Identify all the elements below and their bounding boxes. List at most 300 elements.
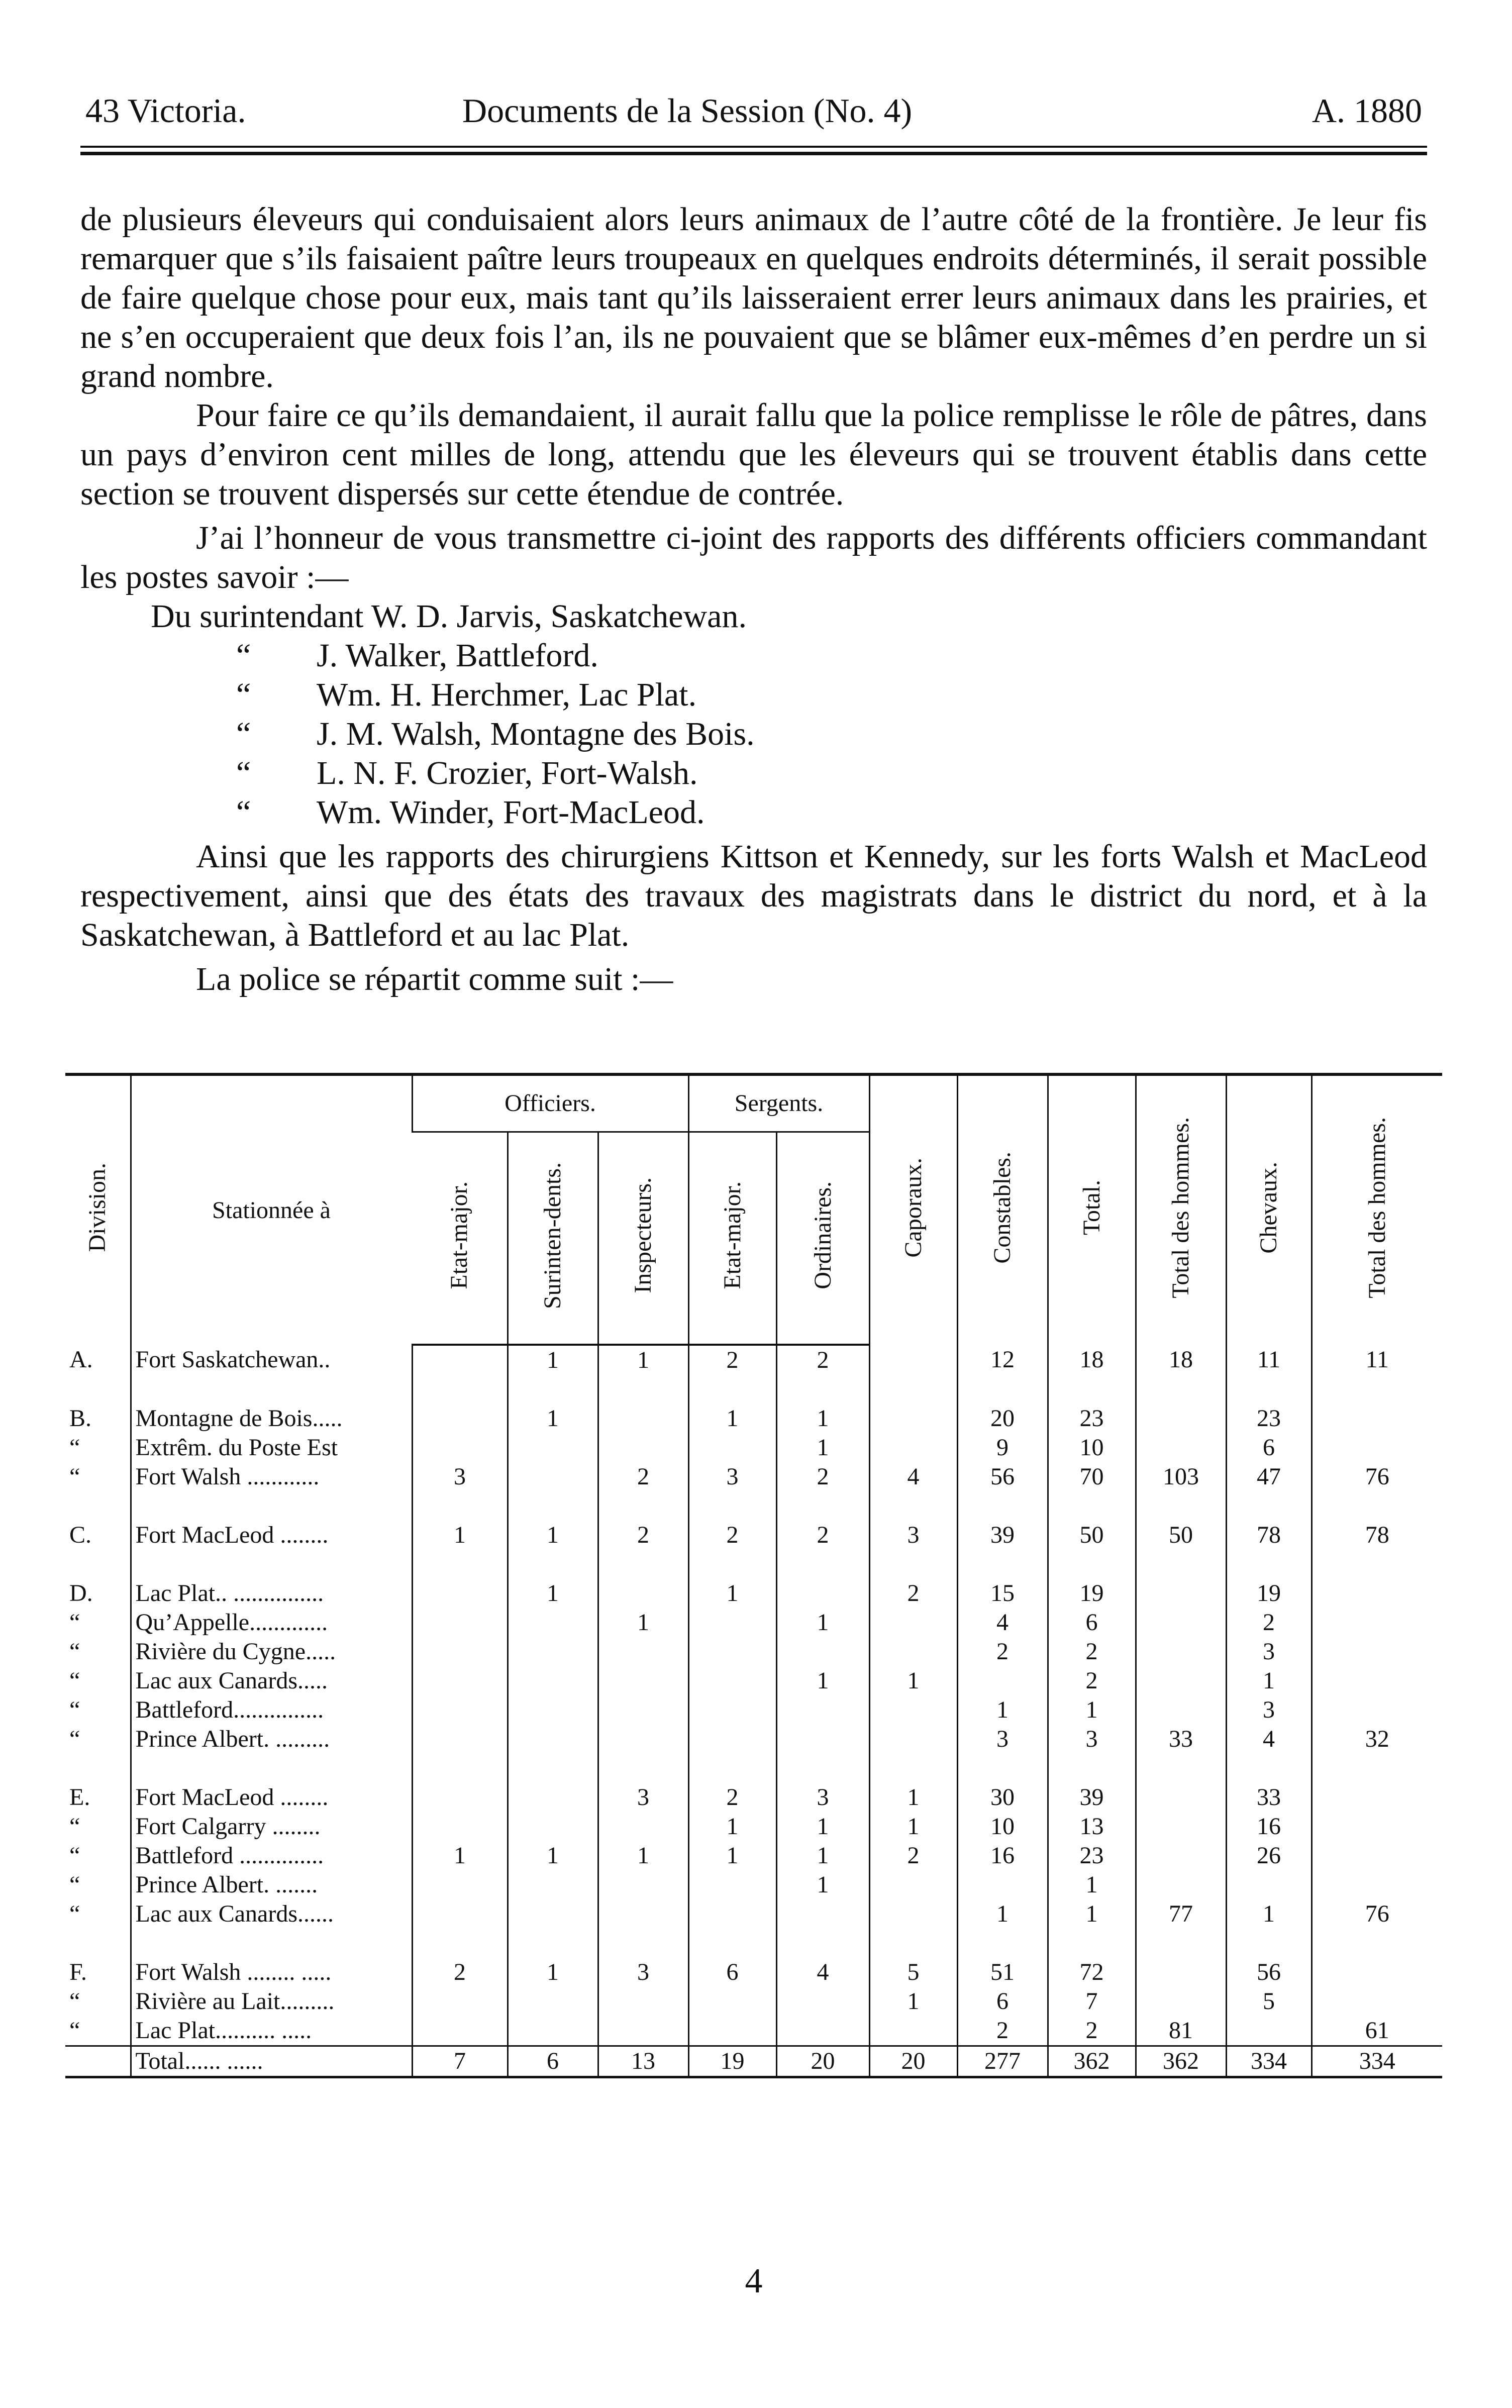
cell-division xyxy=(65,2046,131,2077)
cell-chev: 16 xyxy=(1226,1812,1312,1841)
table-row xyxy=(65,1608,1442,1637)
cell-tc xyxy=(1312,1608,1442,1637)
header-year: A. 1880 xyxy=(1312,91,1422,130)
cell-tc xyxy=(1312,1987,1442,2016)
col-etat-major-sergents: Etat-major. xyxy=(688,1132,776,1345)
cell-ord xyxy=(776,2016,869,2046)
cell-cap: 3 xyxy=(869,1521,957,1550)
cell-station: Rivière du Cygne..... xyxy=(131,1637,412,1666)
cell-total: 19 xyxy=(1048,1579,1136,1608)
table-row xyxy=(65,1462,1442,1491)
cell-division: “ xyxy=(69,1726,80,1752)
total-sur: 6 xyxy=(508,2046,598,2077)
cell-sur xyxy=(508,1608,598,1637)
cell-const: 39 xyxy=(957,1521,1048,1550)
cell-ord xyxy=(776,1725,869,1754)
cell-chev: 2 xyxy=(1226,1608,1312,1637)
cell-division: “ xyxy=(69,1434,80,1461)
cell-cap xyxy=(869,1345,957,1375)
table-row xyxy=(65,1637,1442,1666)
cell-sem: 1 xyxy=(688,1812,776,1841)
officer-list-item xyxy=(80,754,1427,793)
cell-sur: 1 xyxy=(508,1579,598,1608)
officer-list-item xyxy=(80,675,1427,715)
cell-const: 12 xyxy=(957,1345,1048,1375)
cell-em xyxy=(412,1987,508,2016)
total-sem: 19 xyxy=(688,2046,776,2077)
cell-const: 2 xyxy=(957,1637,1048,1666)
col-total-hommes: Total des hommes. xyxy=(1136,1074,1226,1345)
cell-th xyxy=(1136,1637,1226,1666)
officer-name: Wm. H. Herchmer, Lac Plat. xyxy=(317,676,697,713)
cell-chev: 5 xyxy=(1226,1987,1312,2016)
cell-ord: 1 xyxy=(776,1841,869,1870)
cell-tc xyxy=(1312,1579,1442,1608)
cell-sur xyxy=(508,1870,598,1899)
cell-chev: 19 xyxy=(1226,1579,1312,1608)
cell-total: 2 xyxy=(1048,1666,1136,1695)
cell-th xyxy=(1136,1433,1226,1462)
cell-insp xyxy=(598,1899,688,1929)
total-insp: 13 xyxy=(598,2046,688,2077)
table-row xyxy=(65,2016,1442,2046)
cell-division: “ xyxy=(69,1696,80,1723)
cell-sur: 1 xyxy=(508,1841,598,1870)
cell-insp xyxy=(598,1404,688,1433)
cell-sem xyxy=(688,1725,776,1754)
cell-sur: 1 xyxy=(508,1345,598,1375)
cell-cap: 1 xyxy=(869,1812,957,1841)
cell-th: 18 xyxy=(1136,1345,1226,1375)
officer-list-item xyxy=(80,636,1427,675)
cell-th xyxy=(1136,1404,1226,1433)
cell-sem xyxy=(688,1433,776,1462)
table-row xyxy=(65,1521,1442,1550)
cell-const: 15 xyxy=(957,1579,1048,1608)
cell-insp: 3 xyxy=(598,1783,688,1812)
body-text xyxy=(80,200,1427,999)
cell-total: 50 xyxy=(1048,1521,1136,1550)
cell-cap xyxy=(869,1725,957,1754)
cell-insp xyxy=(598,1725,688,1754)
cell-chev: 23 xyxy=(1226,1404,1312,1433)
cell-em xyxy=(412,1433,508,1462)
cell-station: Fort Walsh ............ xyxy=(131,1462,412,1491)
cell-tc: 76 xyxy=(1312,1899,1442,1929)
cell-insp xyxy=(598,1987,688,2016)
cell-insp: 2 xyxy=(598,1521,688,1550)
cell-sur xyxy=(508,1812,598,1841)
cell-chev: 47 xyxy=(1226,1462,1312,1491)
cell-th xyxy=(1136,1666,1226,1695)
cell-station: Fort Saskatchewan.. xyxy=(131,1345,412,1375)
total-cap: 20 xyxy=(869,2046,957,2077)
cell-sur xyxy=(508,1666,598,1695)
ditto-mark: “ xyxy=(236,755,251,791)
police-distribution-table xyxy=(65,1073,1442,2078)
cell-sur xyxy=(508,1637,598,1666)
table-row xyxy=(65,1958,1442,1987)
running-header xyxy=(80,88,1427,133)
row-spacer xyxy=(65,1491,1442,1521)
cell-sem xyxy=(688,1666,776,1695)
cell-sem xyxy=(688,1899,776,1929)
cell-tc: 32 xyxy=(1312,1725,1442,1754)
cell-insp: 2 xyxy=(598,1462,688,1491)
cell-station: Rivière au Lait......... xyxy=(131,1987,412,2016)
cell-th: 81 xyxy=(1136,2016,1226,2046)
cell-const: 56 xyxy=(957,1462,1048,1491)
cell-ord: 1 xyxy=(776,1870,869,1899)
cell-th: 77 xyxy=(1136,1899,1226,1929)
cell-station: Prince Albert. ....... xyxy=(131,1870,412,1899)
cell-chev: 1 xyxy=(1226,1666,1312,1695)
cell-insp xyxy=(598,1870,688,1899)
cell-ord xyxy=(776,1579,869,1608)
cell-sur xyxy=(508,1899,598,1929)
total-em: 7 xyxy=(412,2046,508,2077)
cell-chev xyxy=(1226,2016,1312,2046)
ditto-mark: “ xyxy=(236,794,251,831)
cell-insp: 1 xyxy=(598,1345,688,1375)
cell-tc xyxy=(1312,1404,1442,1433)
cell-chev: 11 xyxy=(1226,1345,1312,1375)
cell-total: 7 xyxy=(1048,1987,1136,2016)
cell-tc xyxy=(1312,1666,1442,1695)
cell-const: 20 xyxy=(957,1404,1048,1433)
total-tc: 334 xyxy=(1312,2046,1442,2077)
cell-em: 3 xyxy=(412,1462,508,1491)
cell-chev: 3 xyxy=(1226,1695,1312,1725)
table-row xyxy=(65,1783,1442,1812)
table-body xyxy=(65,1345,1442,2077)
cell-total: 1 xyxy=(1048,1695,1136,1725)
cell-th xyxy=(1136,1579,1226,1608)
cell-ord: 2 xyxy=(776,1345,869,1375)
cell-chev: 33 xyxy=(1226,1783,1312,1812)
officer-name: J. M. Walsh, Montagne des Bois. xyxy=(317,716,755,752)
cell-tc xyxy=(1312,1433,1442,1462)
col-station: Stationnée à xyxy=(131,1074,412,1345)
cell-const: 51 xyxy=(957,1958,1048,1987)
cell-const: 3 xyxy=(957,1725,1048,1754)
cell-cap: 2 xyxy=(869,1579,957,1608)
cell-station: Montagne de Bois..... xyxy=(131,1404,412,1433)
cell-sem: 1 xyxy=(688,1841,776,1870)
cell-sur xyxy=(508,1433,598,1462)
cell-chev: 3 xyxy=(1226,1637,1312,1666)
cell-station: Fort Calgarry ........ xyxy=(131,1812,412,1841)
cell-th xyxy=(1136,1783,1226,1812)
cell-cap: 4 xyxy=(869,1462,957,1491)
cell-total: 13 xyxy=(1048,1812,1136,1841)
header-rule-thick xyxy=(80,152,1427,155)
cell-division: E. xyxy=(69,1784,90,1811)
cell-em xyxy=(412,1345,508,1375)
cell-const: 30 xyxy=(957,1783,1048,1812)
cell-ord: 1 xyxy=(776,1812,869,1841)
col-total: Total. xyxy=(1048,1074,1136,1345)
cell-insp xyxy=(598,1579,688,1608)
table-row xyxy=(65,1404,1442,1433)
col-caporaux: Caporaux. xyxy=(869,1074,957,1345)
col-etat-major-officiers: Etat-major. xyxy=(412,1132,508,1345)
cell-sem xyxy=(688,1870,776,1899)
ditto-mark: “ xyxy=(236,637,251,674)
total-chev: 334 xyxy=(1226,2046,1312,2077)
cell-chev: 78 xyxy=(1226,1521,1312,1550)
cell-division: D. xyxy=(69,1580,93,1607)
cell-chev: 56 xyxy=(1226,1958,1312,1987)
table-row xyxy=(65,1433,1442,1462)
ditto-mark: “ xyxy=(236,716,251,752)
row-spacer xyxy=(65,1375,1442,1404)
cell-const: 6 xyxy=(957,1987,1048,2016)
row-spacer xyxy=(65,1929,1442,1958)
cell-division: “ xyxy=(69,1842,80,1869)
cell-em xyxy=(412,1899,508,1929)
officer-list-item xyxy=(80,793,1427,832)
cell-chev: 6 xyxy=(1226,1433,1312,1462)
cell-insp: 1 xyxy=(598,1841,688,1870)
cell-sem: 1 xyxy=(688,1404,776,1433)
cell-ord: 2 xyxy=(776,1521,869,1550)
table-row xyxy=(65,1870,1442,1899)
cell-station: Battleford............... xyxy=(131,1695,412,1725)
cell-cap: 1 xyxy=(869,1666,957,1695)
cell-cap xyxy=(869,1899,957,1929)
cell-tc: 76 xyxy=(1312,1462,1442,1491)
cell-tc xyxy=(1312,1841,1442,1870)
cell-division: A. xyxy=(69,1346,93,1373)
cell-th xyxy=(1136,1608,1226,1637)
cell-station: Lac Plat.. ............... xyxy=(131,1579,412,1608)
cell-division: “ xyxy=(69,1813,80,1840)
cell-em xyxy=(412,1579,508,1608)
cell-ord: 1 xyxy=(776,1433,869,1462)
cell-station: Lac aux Canards..... xyxy=(131,1666,412,1695)
cell-ord xyxy=(776,1637,869,1666)
total-label: Total...... ...... xyxy=(131,2046,412,2077)
cell-total: 3 xyxy=(1048,1725,1136,1754)
table-row xyxy=(65,1987,1442,2016)
cell-division: “ xyxy=(69,1463,80,1490)
cell-tc xyxy=(1312,1870,1442,1899)
table-row xyxy=(65,1666,1442,1695)
cell-station: Prince Albert. ......... xyxy=(131,1725,412,1754)
cell-cap: 1 xyxy=(869,1987,957,2016)
cell-ord: 1 xyxy=(776,1666,869,1695)
cell-station: Battleford .............. xyxy=(131,1841,412,1870)
cell-station: Lac Plat.......... ..... xyxy=(131,2016,412,2046)
cell-em: 1 xyxy=(412,1841,508,1870)
col-constables: Constables. xyxy=(957,1074,1048,1345)
cell-division: “ xyxy=(69,1609,80,1636)
cell-th xyxy=(1136,1695,1226,1725)
paragraph: Pour faire ce qu’ils demandaient, il aurait fallu que la police remplisse le rôle de pâtres, dans un pays d’environ cent milles de long, attendu que les éleveurs qui se trouvent établis dans cette section se trouvent dispersés sur cette étendue de contrée. xyxy=(80,397,1427,512)
cell-sem: 2 xyxy=(688,1345,776,1375)
cell-sur xyxy=(508,2016,598,2046)
cell-sem xyxy=(688,1987,776,2016)
cell-total: 70 xyxy=(1048,1462,1136,1491)
cell-th: 50 xyxy=(1136,1521,1226,1550)
cell-division: “ xyxy=(69,2017,80,2044)
cell-cap xyxy=(869,1695,957,1725)
cell-sem xyxy=(688,1637,776,1666)
cell-station: Fort MacLeod ........ xyxy=(131,1783,412,1812)
cell-chev: 26 xyxy=(1226,1841,1312,1870)
officer-list-item xyxy=(80,715,1427,754)
cell-em xyxy=(412,1725,508,1754)
cell-sur xyxy=(508,1987,598,2016)
table-row xyxy=(65,1695,1442,1725)
header-volume: 43 Victoria. xyxy=(85,91,246,130)
cell-const xyxy=(957,1666,1048,1695)
cell-th: 103 xyxy=(1136,1462,1226,1491)
cell-sur: 1 xyxy=(508,1404,598,1433)
cell-cap: 1 xyxy=(869,1783,957,1812)
total-total: 362 xyxy=(1048,2046,1136,2077)
cell-total: 72 xyxy=(1048,1958,1136,1987)
cell-total: 2 xyxy=(1048,2016,1136,2046)
cell-total: 10 xyxy=(1048,1433,1136,1462)
cell-cap xyxy=(869,1870,957,1899)
cell-ord xyxy=(776,1899,869,1929)
cell-insp: 1 xyxy=(598,1608,688,1637)
cell-em xyxy=(412,1695,508,1725)
cell-sur xyxy=(508,1695,598,1725)
cell-em xyxy=(412,1608,508,1637)
cell-tc: 61 xyxy=(1312,2016,1442,2046)
page-number: 4 xyxy=(745,2262,763,2300)
cell-ord xyxy=(776,1695,869,1725)
cell-total: 18 xyxy=(1048,1345,1136,1375)
cell-chev xyxy=(1226,1870,1312,1899)
table-row xyxy=(65,1899,1442,1929)
cell-em xyxy=(412,1812,508,1841)
cell-sur xyxy=(508,1462,598,1491)
header-rule-thin xyxy=(80,146,1427,148)
officer-name: Wm. Winder, Fort-MacLeod. xyxy=(317,794,705,831)
cell-division: C. xyxy=(69,1522,92,1548)
cell-station: Fort MacLeod ........ xyxy=(131,1521,412,1550)
cell-sem: 2 xyxy=(688,1521,776,1550)
cell-total: 23 xyxy=(1048,1404,1136,1433)
cell-tc: 11 xyxy=(1312,1345,1442,1375)
row-spacer xyxy=(65,1754,1442,1783)
cell-th xyxy=(1136,1958,1226,1987)
cell-sem: 1 xyxy=(688,1579,776,1608)
table-row xyxy=(65,1841,1442,1870)
cell-sem: 6 xyxy=(688,1958,776,1987)
paragraph: J’ai l’honneur de vous transmettre ci-joint des rapports des différents officiers commandant les postes savoir :— xyxy=(80,520,1427,595)
cell-em xyxy=(412,2016,508,2046)
cell-sem: 3 xyxy=(688,1462,776,1491)
cell-ord: 1 xyxy=(776,1608,869,1637)
cell-const: 1 xyxy=(957,1695,1048,1725)
cell-sur: 1 xyxy=(508,1521,598,1550)
cell-const: 4 xyxy=(957,1608,1048,1637)
cell-cap xyxy=(869,1404,957,1433)
cell-cap: 2 xyxy=(869,1841,957,1870)
cell-ord: 4 xyxy=(776,1958,869,1987)
cell-chev: 1 xyxy=(1226,1899,1312,1929)
cell-cap xyxy=(869,1608,957,1637)
header-title: Documents de la Session (No. 4) xyxy=(462,91,913,130)
table-row xyxy=(65,1579,1442,1608)
group-officiers: Officiers. xyxy=(412,1074,688,1132)
cell-em xyxy=(412,1666,508,1695)
paragraph-continued: de plusieurs éleveurs qui conduisaient alors leurs animaux de l’autre côté de la frontière. Je leur fis remarquer que s’ils faisaient paître leurs troupeaux en quelques endroits déterminés, il serait possible de faire quelque chose pour eux, mais tant qu’ils laisseraient errer leurs animaux dans les prairies, et ne s’en occuperaient que deux fois l’an, ils ne pouvaient que se blâmer eux-mêmes d’en perdre un si grand nombre. xyxy=(80,201,1427,394)
cell-const: 9 xyxy=(957,1433,1048,1462)
cell-station: Qu’Appelle............. xyxy=(131,1608,412,1637)
cell-cap: 5 xyxy=(869,1958,957,1987)
cell-total: 2 xyxy=(1048,1637,1136,1666)
cell-station: Lac aux Canards...... xyxy=(131,1899,412,1929)
cell-station: Extrêm. du Poste Est xyxy=(131,1433,412,1462)
header-row-groups xyxy=(65,1074,1442,1132)
cell-const: 10 xyxy=(957,1812,1048,1841)
cell-insp xyxy=(598,1695,688,1725)
row-spacer xyxy=(65,1550,1442,1579)
cell-total: 6 xyxy=(1048,1608,1136,1637)
officer-list-first: Du surintendant W. D. Jarvis, Saskatchewan. xyxy=(151,598,747,635)
total-th: 362 xyxy=(1136,2046,1226,2077)
cell-division: “ xyxy=(69,1667,80,1694)
cell-sur xyxy=(508,1783,598,1812)
cell-tc xyxy=(1312,1958,1442,1987)
cell-ord xyxy=(776,1987,869,2016)
col-chevaux: Chevaux. xyxy=(1226,1074,1312,1345)
cell-em: 1 xyxy=(412,1521,508,1550)
cell-cap xyxy=(869,1433,957,1462)
total-const: 277 xyxy=(957,2046,1048,2077)
paragraph: Ainsi que les rapports des chirurgiens Kittson et Kennedy, sur les forts Walsh et MacLeod respectivement, ainsi que des états des travaux des magistrats dans le district du nord, et à la Saskatchewan, à Battleford et au lac Plat. xyxy=(80,838,1427,953)
cell-division: “ xyxy=(69,1871,80,1898)
cell-const xyxy=(957,1870,1048,1899)
cell-const: 1 xyxy=(957,1899,1048,1929)
cell-sem xyxy=(688,1695,776,1725)
cell-ord: 1 xyxy=(776,1404,869,1433)
cell-cap xyxy=(869,1637,957,1666)
cell-const: 16 xyxy=(957,1841,1048,1870)
table-row xyxy=(65,1812,1442,1841)
group-sergents: Sergents. xyxy=(688,1074,869,1132)
cell-insp xyxy=(598,1666,688,1695)
cell-cap xyxy=(869,2016,957,2046)
cell-th: 33 xyxy=(1136,1725,1226,1754)
officer-name: L. N. F. Crozier, Fort-Walsh. xyxy=(317,755,698,791)
cell-sem: 2 xyxy=(688,1783,776,1812)
cell-ord: 3 xyxy=(776,1783,869,1812)
cell-tc xyxy=(1312,1637,1442,1666)
cell-em xyxy=(412,1637,508,1666)
col-inspecteurs: Inspecteurs. xyxy=(598,1132,688,1345)
cell-em xyxy=(412,1870,508,1899)
cell-tc xyxy=(1312,1812,1442,1841)
cell-th xyxy=(1136,1987,1226,2016)
cell-tc xyxy=(1312,1695,1442,1725)
cell-em xyxy=(412,1404,508,1433)
cell-total: 1 xyxy=(1048,1870,1136,1899)
table-row xyxy=(65,1725,1442,1754)
ditto-mark: “ xyxy=(236,676,251,713)
cell-insp xyxy=(598,1812,688,1841)
cell-em xyxy=(412,1783,508,1812)
cell-division: “ xyxy=(69,1638,80,1665)
cell-total: 23 xyxy=(1048,1841,1136,1870)
cell-ord: 2 xyxy=(776,1462,869,1491)
